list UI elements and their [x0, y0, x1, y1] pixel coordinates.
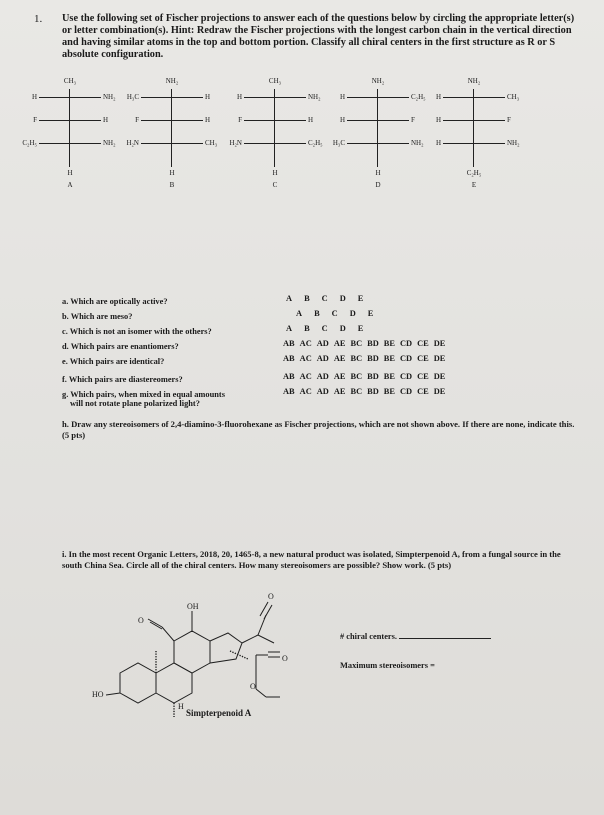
right-group: NH₂ [507, 139, 520, 147]
horizontal-bond [39, 97, 101, 98]
horizontal-bond [443, 143, 505, 144]
right-group: H [308, 116, 314, 124]
question-text: c. Which is not an isomer with the others? [62, 327, 212, 336]
fischer-projection [332, 77, 426, 189]
right-group: CH₃ [205, 139, 218, 147]
top-group: CH₃ [268, 77, 282, 85]
right-group: F [411, 116, 415, 124]
answer-option[interactable]: AC [299, 339, 312, 348]
chiral-centers-blank[interactable] [399, 630, 491, 639]
answer-option[interactable]: A [296, 309, 303, 318]
answer-option[interactable]: BD [367, 372, 379, 381]
left-group: H₃C [332, 139, 345, 147]
answer-option[interactable]: A [286, 294, 293, 303]
max-stereoisomers-label: Maximum stereoisomers = [340, 661, 435, 670]
answer-option[interactable]: B [304, 324, 310, 333]
left-group: H₂N [126, 139, 139, 147]
answer-option[interactable]: AE [333, 387, 346, 396]
bottom-group: H [169, 169, 175, 177]
top-group: CH₃ [63, 77, 77, 85]
answer-option[interactable]: AC [299, 354, 312, 363]
fischer-projection [429, 77, 519, 187]
answer-option[interactable]: AB [283, 372, 295, 381]
answer-option[interactable]: CD [399, 339, 413, 348]
bottom-group: H [272, 169, 278, 177]
answer-option[interactable]: CE [417, 354, 429, 363]
answer-option[interactable]: BC [350, 372, 363, 381]
answer-option[interactable]: AD [316, 339, 329, 348]
left-group: H [31, 93, 37, 101]
answer-option[interactable]: C [321, 324, 328, 333]
carbonyl-o-label: O [138, 616, 144, 625]
answer-option[interactable]: DE [433, 387, 446, 396]
answer-option[interactable]: AB [283, 354, 295, 363]
answer-option[interactable]: C [331, 309, 338, 318]
answer-option[interactable]: AB [283, 387, 295, 396]
answer-option[interactable]: BC [350, 387, 363, 396]
answer-options [283, 354, 450, 363]
answer-option[interactable]: CE [417, 339, 429, 348]
projection-letter[interactable]: D [375, 181, 381, 189]
right-group: NH₂ [411, 139, 424, 147]
answer-option[interactable]: DE [433, 354, 446, 363]
left-group: F [33, 116, 37, 124]
question-number: 1. [34, 13, 43, 25]
horizontal-bond [244, 143, 306, 144]
left-group: H₂N [229, 139, 242, 147]
left-group: H [236, 93, 242, 101]
horizontal-bond [443, 97, 505, 98]
answer-option[interactable]: C [321, 294, 328, 303]
horizontal-bond [347, 97, 409, 98]
answer-option[interactable]: E [357, 294, 364, 303]
question-text: b. Which are meso? [62, 312, 133, 321]
right-group: H [205, 116, 211, 124]
left-group: F [238, 116, 242, 124]
left-group: H [339, 116, 345, 124]
answer-option[interactable]: AD [316, 354, 329, 363]
answer-option[interactable]: BE [383, 387, 395, 396]
top-group: NH₂ [371, 77, 385, 85]
right-group: C₂H₅ [308, 139, 323, 147]
answer-option[interactable]: BD [367, 354, 379, 363]
answer-option[interactable]: BE [383, 354, 395, 363]
right-group: NH₂ [103, 93, 116, 101]
answer-option[interactable]: DE [433, 339, 446, 348]
answer-option[interactable]: CD [399, 387, 413, 396]
vertical-bond [473, 89, 474, 167]
question-text: a. Which are optically active? [62, 297, 168, 306]
projection-letter[interactable]: E [471, 181, 477, 189]
answer-option[interactable]: E [357, 324, 364, 333]
ester-o-label: O [282, 654, 288, 663]
vertical-bond [171, 89, 172, 167]
answer-options [283, 372, 450, 381]
right-group: H [205, 93, 211, 101]
left-group: C₂H₅ [22, 139, 37, 147]
left-group: H [435, 139, 441, 147]
horizontal-bond [141, 143, 203, 144]
projection-letter[interactable]: A [67, 181, 73, 189]
fischer-projection [127, 77, 217, 187]
horizontal-bond [39, 120, 101, 121]
h-label: H [178, 702, 184, 711]
answer-option[interactable]: AC [299, 372, 312, 381]
answer-option[interactable]: E [367, 309, 374, 318]
answer-option[interactable]: AE [333, 372, 346, 381]
answer-option[interactable]: CE [417, 372, 429, 381]
vertical-bond [69, 89, 70, 167]
answer-option[interactable]: BE [383, 372, 395, 381]
left-group: H [339, 93, 345, 101]
right-group: NH₂ [308, 93, 321, 101]
right-group: F [507, 116, 511, 124]
answer-option[interactable]: AB [283, 339, 295, 348]
answer-options [283, 339, 450, 348]
bottom-group: H [375, 169, 381, 177]
horizontal-bond [141, 97, 203, 98]
fischer-projection [229, 77, 323, 189]
answer-option[interactable]: CD [399, 354, 413, 363]
oh-label: OH [187, 602, 199, 611]
answer-option[interactable]: D [349, 309, 356, 318]
answer-options [286, 294, 375, 303]
question-h: h. Draw any stereoisomers of 2,4-diamino-3-fluorohexane as Fischer projections, which are not shown above. If there are none, indicate this. (5 pts) [62, 419, 575, 440]
answer-option[interactable]: BC [350, 339, 363, 348]
answer-option[interactable]: AE [333, 354, 346, 363]
answer-option[interactable]: CE [417, 387, 429, 396]
question-intro: Use the following set of Fischer projections to answer each of the questions below by circling the appropriate letter(s) or letter combination(s). Hint: Redraw the Fischer projections with the longest carbon chain in the vertical direction and having similar atoms in the top and bottom portion. Classify all chiral centers in the first structure as R or S absolute configuration. [62, 13, 575, 60]
bottom-group: C₂H₅ [466, 169, 482, 177]
structure-name: Simpterpenoid A [186, 708, 252, 718]
right-group: C₂H₅ [411, 93, 426, 101]
answer-option[interactable]: D [339, 324, 346, 333]
answer-option[interactable]: D [339, 294, 346, 303]
top-group: NH₂ [467, 77, 481, 85]
answer-option[interactable]: AD [316, 387, 329, 396]
answer-option[interactable]: B [304, 294, 310, 303]
right-group: H [103, 116, 109, 124]
right-group: NH₂ [103, 139, 116, 147]
answer-option[interactable]: BC [350, 354, 363, 363]
chiral-centers-answer [340, 630, 491, 641]
chiral-centers-label: # chiral centers. [340, 632, 397, 641]
horizontal-bond [141, 120, 203, 121]
answer-option[interactable]: DE [433, 372, 446, 381]
question-i: i. In the most recent Organic Letters, 2018, 20, 1465-8, a new natural product was isolated, Simpterpenoid A, from a fungal source in the south China Sea. Circle all of the chiral centers. How many stereoisomers are possible? Show work. (5 pts) [62, 549, 561, 570]
vertical-bond [274, 89, 275, 167]
horizontal-bond [244, 120, 306, 121]
answer-option[interactable]: BD [367, 387, 379, 396]
left-group: H [435, 116, 441, 124]
answer-option[interactable]: B [314, 309, 320, 318]
answer-options [296, 309, 385, 318]
projection-letter[interactable]: B [169, 181, 175, 189]
answer-option[interactable]: CD [399, 372, 413, 381]
answer-option[interactable]: A [286, 324, 293, 333]
answer-option[interactable]: BD [367, 339, 379, 348]
answer-option[interactable]: AD [316, 372, 329, 381]
ho-label: HO [92, 690, 104, 699]
right-group: CH₃ [507, 93, 520, 101]
bottom-group: H [67, 169, 73, 177]
horizontal-bond [347, 143, 409, 144]
horizontal-bond [244, 97, 306, 98]
question-text: d. Which pairs are enantiomers? [62, 342, 179, 351]
question-text: g. Which pairs, when mixed in equal amounts will not rotate plane polarized light? [62, 390, 225, 408]
left-group: H₃C [126, 93, 139, 101]
vertical-bond [377, 89, 378, 167]
answer-option[interactable]: AE [333, 339, 346, 348]
horizontal-bond [443, 120, 505, 121]
horizontal-bond [347, 120, 409, 121]
question-text: e. Which pairs are identical? [62, 357, 165, 366]
horizontal-bond [39, 143, 101, 144]
answer-options [283, 387, 450, 396]
simpterpenoid-a-structure [90, 585, 290, 720]
projection-letter[interactable]: C [272, 181, 278, 189]
question-text: f. Which pairs are diastereomers? [62, 375, 183, 384]
left-group: H [435, 93, 441, 101]
answer-options [286, 324, 375, 333]
left-group: F [135, 116, 139, 124]
answer-option[interactable]: BE [383, 339, 395, 348]
top-group: NH₂ [165, 77, 179, 85]
ether-o-label: O [250, 682, 256, 691]
answer-option[interactable]: AC [299, 387, 312, 396]
fischer-projection [22, 77, 116, 189]
top-o-label: O [268, 592, 274, 601]
